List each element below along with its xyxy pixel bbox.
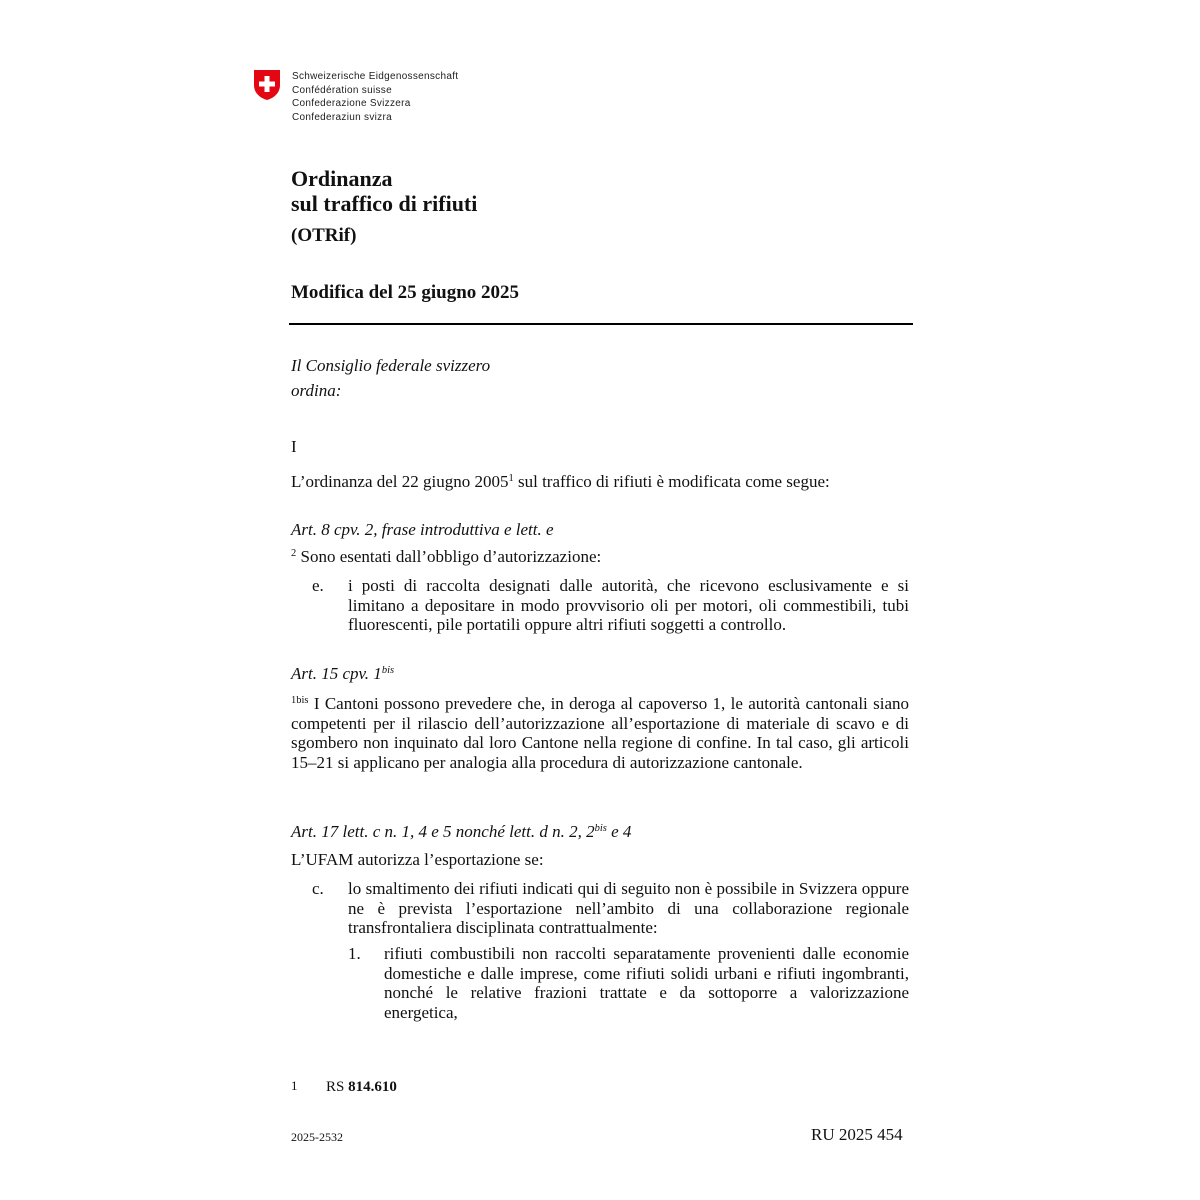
intro-text-start: L’ordinanza del 22 giugno 2005 [291, 472, 509, 491]
document-title [291, 166, 477, 216]
art8-para-text: Sono esentati dall’obbligo d’autorizzazione: [296, 547, 602, 566]
footnote-reference: 814.610 [348, 1079, 397, 1095]
art17-heading-text: Art. 17 lett. c n. 1, 4 e 5 nonché lett. d n. 2, 2 [291, 822, 595, 841]
art17-heading-end: e 4 [606, 822, 632, 841]
title-line-2: sul traffico di rifiuti [291, 191, 478, 216]
art8-para-number: 2 [291, 548, 297, 559]
footnote-text [326, 1079, 397, 1096]
document-code: 2025-2532 [291, 1130, 343, 1144]
preamble [291, 353, 490, 403]
official-reference: RU 2025 454 [811, 1125, 903, 1144]
art15-heading [291, 664, 394, 684]
art15-paragraph [291, 694, 909, 772]
confederation-line-de: Schweizerische Eidgenossenschaft [292, 71, 459, 82]
intro-text-end: sul traffico di rifiuti è modificata come segue: [513, 472, 830, 491]
document-abbreviation: (OTRif) [291, 225, 357, 246]
swiss-cross-icon [252, 69, 282, 101]
art15-para-text: I Cantoni possono prevedere che, in deroga al capoverso 1, le autorità cantonali siano competenti per il rilascio dell’autorizzazione all’esportazione di materiale di scavo e di sgombero non inquinato dal loro Cantone nella regione di confine. In tal caso, gli articoli 15–21 si applicano per analogia alla procedura di autorizzazione cantonale. [291, 694, 909, 772]
confederation-line-fr: Confédération suisse [292, 84, 392, 96]
section-number: I [291, 437, 297, 456]
preamble-line-2: ordina: [291, 381, 342, 400]
art15-heading-text: Art. 15 cpv. 1 [291, 664, 382, 683]
art8-paragraph [291, 547, 911, 567]
intro-paragraph [291, 472, 911, 492]
art8-heading: Art. 8 cpv. 2, frase introduttiva e lett. e [291, 520, 554, 539]
footnote-number: 1 [291, 1078, 298, 1093]
art8-item-label: e. [312, 576, 324, 595]
art17-item-text: lo smaltimento dei rifiuti indicati qui di seguito non è possibile in Svizzera oppure ne è prevista l’esportazione nell’ambito di una collaborazione regionale transfrontaliera disciplinata contrattualmente: [348, 879, 909, 937]
title-divider [289, 323, 913, 325]
art15-heading-sup: bis [381, 665, 395, 676]
art17-lead: L’UFAM autorizza l’esportazione se: [291, 850, 544, 869]
modification-date: Modifica del 25 giugno 2025 [291, 282, 520, 303]
art8-item-text: i posti di raccolta designati dalle autorità, che ricevono esclusivamente e si limitano a depositare in modo provvisorio oli per motori, oli commestibili, tubi fluorescenti, pile portatili oppure altri rifiuti soggetti a controllo. [348, 576, 909, 634]
title-line-1: Ordinanza [291, 166, 393, 191]
confederation-line-it: Confederazione Svizzera [292, 98, 411, 109]
footnote-ref: 1 [508, 473, 514, 484]
confederation-line-rm: Confederaziun svizra [292, 111, 392, 123]
art17-item-label: c. [312, 879, 324, 898]
confederation-name-block [292, 70, 458, 124]
preamble-line-1: Il Consiglio federale svizzero [291, 356, 491, 375]
footnote-prefix: RS [326, 1079, 349, 1095]
art17-heading [291, 822, 631, 842]
art15-para-number: 1bis [291, 695, 309, 706]
art17-subitem-label: 1. [348, 944, 361, 963]
art17-heading-sup: bis [594, 823, 607, 834]
art17-subitem-text: rifiuti combustibili non raccolti separatamente provenienti dalle economie domestiche e dalle imprese, come rifiuti solidi urbani e rifiuti ingombranti, nonché le relative frazioni trattate e da sottoporre a valorizzazione energetica, [384, 944, 909, 1022]
